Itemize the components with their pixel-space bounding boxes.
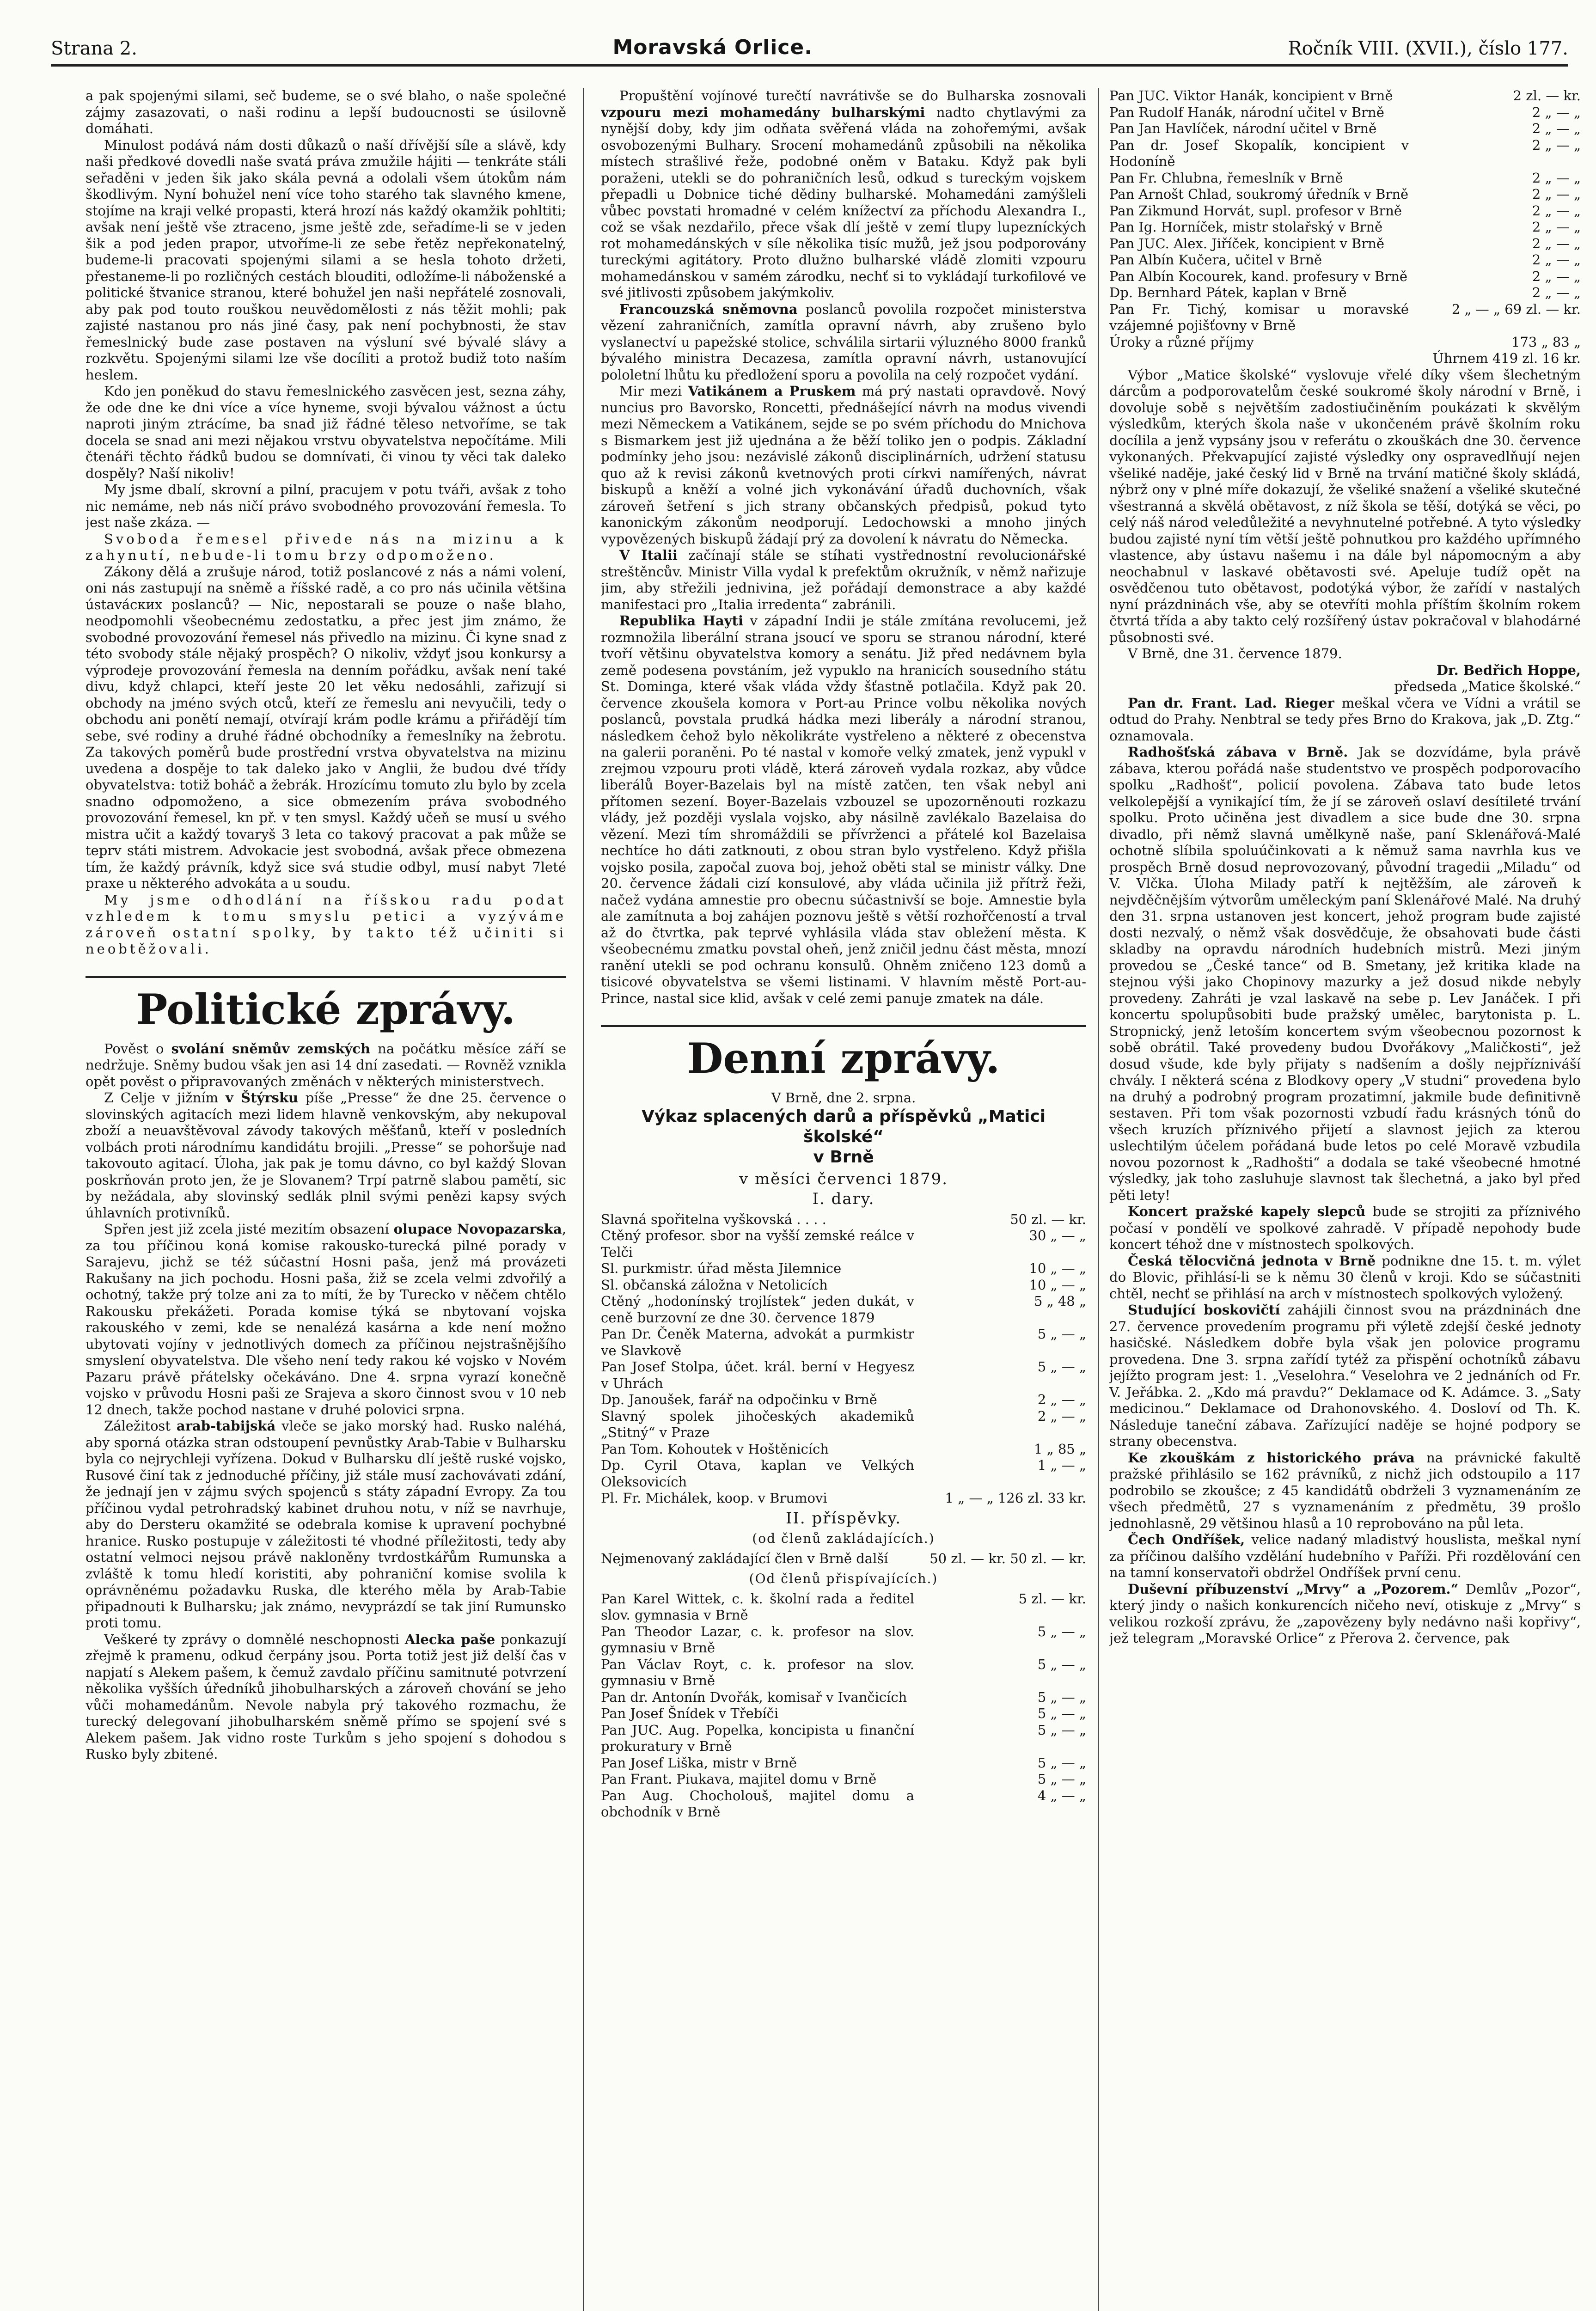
page-header xyxy=(51,8,1568,67)
donation-amount: 2 „ — „ xyxy=(1037,1408,1086,1424)
donation-amount: 30 „ — „ xyxy=(1029,1228,1086,1243)
donor-name: Pan Václav Royt, c. k. profesor na slov. gymnasiu v Brně xyxy=(601,1656,914,1688)
donor-name: Pan Tom. Kohoutek v Hoštěnicích xyxy=(601,1441,829,1457)
donation-row xyxy=(601,1689,1086,1706)
donation-amount: 5 „ — „ xyxy=(1037,1722,1086,1738)
donation-row xyxy=(601,1408,1086,1441)
donor-name: Pan Albín Kučera, učitel v Brně xyxy=(1109,252,1322,268)
contributing-members-list xyxy=(601,1591,1086,1821)
news-item: Duševní příbuzenství „Mrvy“ a „Pozorem.“ Demlův „Pozor“, který jindy o našich konkurencích ničeho neví, otiskuje z „Mrvy“ s velikou rozkoší zprávu, že „zapovězeny byly nedávno naši kopřivy“, jež telegram „Moravské Orlice“ z Přerova 2. července, pak xyxy=(1109,1581,1581,1646)
column-divider xyxy=(583,88,584,2311)
news-item: Z Celje v jižním v Štýrsku píše „Presse“ že dne 25. července o slovinských agitacích mezi lidem hlavně venkovským, aby nekupoval zboží a neuavštěvoval závody takových měšťanů, kteří v posledních volbách proti národnímu kandidátu brojili. „Presse“ se pohoršuje nad takovouto agitací. Úloha, jak pak je tomu dávno, co byl každý Slovan poskrňován proto jen, že je Slovanem? Trpí patrně slabou pamětí, sic by nežádala, aby slovinský sedlák plnil svými penězi kapsy svých úhlavních protivníků. xyxy=(86,1090,566,1221)
article-paragraph: Výbor „Matice školské“ vyslovuje vřelé díky všem šlechetným dárcům a podporovatelům české soukromé školy národní v Brně, i dovoluje sobě s největším zadostiučiněním poukázati k skvělým výsledkům, kterých škola naše v ukončeném právě školním roku docílila a jenž vypsány jsou v referátu o zkouškách dne 30. července vykonaných. Překvapující zajisté výsledky ony ospravedlňují nejen všeliké naděje, jaké český lid v Brně na trvání matičné školy skládá, nýbrž ony v plné míře dokazují, že všeliké snažení a všeliké skutečné všestranná a skvělá obětavost, z níž škola se těší, dotýká se věci, po celý náš národ veledůležité a nevyhnutelné potřebné. A tyto výsledky budou zajisté nyní tím větší ještě pohnutkou pro každého upřímného vlastence, aby ústavu našemu i na dále byl nápomocným a aby neochabnul v laskavé obětavosti své. Apeluje tudíž opět na osvědčenou tuto obětavost, podotýká výbor, že zařídí v nastalých nyní prázdninách vše, aby se otevříti mohla příštím školním rokem čtvrtá třída a aby takto celý rozšířený ústav pokračoval v blahodárné působnosti své. xyxy=(1109,367,1581,645)
news-item: V Italii začínají stále se stíhati vystřednostní revolucionářské streštěncův. Ministr Villa vydal k prefektům okružník, v němž nařizuje jim, aby střežili jednivina, jež pořádají demonstrace a aby každé manifestaci pro „Italia irredenta“ zabránili. xyxy=(601,547,1086,612)
donation-row xyxy=(601,1293,1086,1326)
donation-amount: 2 „ — „ xyxy=(1532,235,1581,251)
donor-name: Ctěný „hodonínský trojlístek“ jeden dukát, v ceně burzovní ze dne 30. července 1879 xyxy=(601,1293,914,1326)
article-paragraph: My jsme odhodlání na říšskou radu podat vzhledem k tomu smyslu petici a vyzýváme zároveň ostatní spolky, by takto též učiniti si neobtěžovali. xyxy=(86,892,566,957)
donation-amount: 2 „ — „ 69 zl. — kr. xyxy=(1451,301,1581,317)
news-item: Ke zkouškám z historického práva na právnické fakultě pražské přihlásilo se 162 právníků, z nichž jich odstoupilo a 117 podrobilo se zkoušce; z 45 kandidátů obdrželi 3 vyznamenáním ze všech předmětů, 27 s vyznamenáním z předmětu, 39 prošlo jednohlasně, 29 většinou hlasů a 10 reprobováno na půl leta. xyxy=(1109,1449,1581,1531)
donation-amount: 5 „ — „ xyxy=(1037,1689,1086,1705)
news-item: Koncert pražské kapely slepců bude se strojiti za příznivého počasí v pondělí ve spolkové zahradě. V případě nepohody bude koncert téhož dne v místnostech spolkových. xyxy=(1109,1204,1581,1252)
donor-name: Sl. purkmistr. úřad města Jilemnice xyxy=(601,1260,842,1276)
news-item: Republika Hayti v západní Indii je stále zmítána revolucemi, jež rozmnožila liberální strana jsoucí ve sporu se stranou národní, které tvoří většinu obyvatelstva komory a senátu. Již před nedávnem byla země podesena povstáním, jež vypuklo na hranicích sousedního státu St. Dominga, které však vláda vždy šťastně potlačila. Když pak 20. července zkoušela komora v Port-au Prince volbu několika nových poslanců, povstala prudká hádka mezi liberály a národní stranou, následkem čehož bylo několikráte vystřeleno a některé z obecenstva na galerii poraněni. Po té nastal v komoře velký zmatek, jenž vypukl v zrejmou vzpouru proti vládě, která zároveň vydala rozkaz, aby vůdce liberálů Boyer-Bazelais byl na místě zatčen, ten však nebyl ani přítomen sezení. Boyer-Bazelais vzbouzel se upozorněnouti rozkazu vlády, jež později vyslala vojsko, aby násilně zavlékalo Bazelaisa do vězení. Mezi tím shromáždili se přívrženci a přátelé kol Bazelaisa nechtíce ho dáti zatknouti, z obou stran bylo vystřeleno. Když přišla vojsko posila, započal zuova boj, jehož oběti stal se ministr války. Dne 20. července žádali cizí konsulové, aby vláda učinila již přítrž řeži, načež vydána amnestie pro obecnu súčastnivší se boje. Amnestie byla ale zamítnuta a boj zahájen poznovu ještě s větší rozhořčeností a trval až do čtvrtka, pak teprvé vyhlásila vláda stav obležení města. K všeobecnému zmatku povstal oheň, jenž zničil jednu část města, mnozí ranění utekli se pod ochranu konsulů. Ohněm zničeno 123 domů a tisicové obyvatelstva se všemi listinami. V hlavním městě Port-au-Prince, nastal sice klid, avšak v celé zemi panuje zmatek na dále. xyxy=(601,613,1086,1006)
donation-row xyxy=(1109,104,1581,121)
donation-row xyxy=(1109,219,1581,236)
donor-name: Pan Dr. Čeněk Materna, advokát a purmkistr ve Slavkově xyxy=(601,1326,914,1358)
news-item: Radhošťská zábava v Brně. Jak se dozvídáme, byla právě zábava, kterou pořádá naše studentstvo ve prospěch podporovacího spolku „Radhošť“, policií povolena. Zábava tato bude letos velkolepější a vynikající tím, že jí se zároveň oslaví desítileté trvání spolku. Proto učiněna jest divadlem a sice bude dne 30. srpna divadlo, při němž slavná umělkyně naše, paní Sklenářová-Malé ochotně slíbila spoluúčinkovati a k němuž sama navrhla kus ve prospěch Brně dosud neprovozovaný, původní tragedii „Miladu“ od V. Vlčka. Úloha Milady patří k nejtěžším, ale zároveň k nejvděčnějším výtvorům uměleckým paní Sklenářové Malé. Na druhý den 31. srpna ustanoven jest koncert, jehož program bude zajisté dosti nezvalý, o němž však dosvědčuje, že obsahovati bude části skladby na opravdu národních hudebních mistrů. Mezi jiným provedou se „České tance“ od B. Smetany, jež kritika klade na stejnou výši jako Chopinovy mazurky a jež dosud nikde nebyly provedeny. Zahráti je vzal laskavě na sebe p. Lev Janáček. I při koncertu spolupůsobiti bude pražský umělec, barytonista p. L. Stropnický, jenž letoším koncertem svým všeobecnou pozornost k sobě obrátil. Také provedeny budou Dvořákovy „Maličkosti“, jež dosud všude, kde byly přijaty s nadšením a došly nejpřízniváší chvály. I některá scéna z Blodkovy opery „V studni“ provedena bylo na druhý a podrobný program prozatimní, jakmile bude definitivně sestaven. Při tom však pozornosti vzbudí řadu krásných tónů do všech kruzích příznivého přijetí a slavnost jejich za kterou uslechtilým účelem pořádaná bude letos po celé Moravě vzbudila novou pozornost k „Radhošti“ a dodala se také všeobecné hmotné výsledky, jak toho zasluhuje slavnost tak šlechetná, a jako byl před pěti lety! xyxy=(1109,744,1581,1203)
donation-row xyxy=(601,1722,1086,1755)
news-item: Čech Ondříšek, velice nadaný mladistvý houslista, meškal nyní za příčinou dalšího vzdělání hudebního v Paříži. Při rozdělování cen na tamní konservatoři obdržel Ondříšek první cenu. xyxy=(1109,1532,1581,1580)
donation-row xyxy=(1109,186,1581,203)
donation-row xyxy=(601,1457,1086,1490)
donation-row xyxy=(601,1788,1086,1821)
issue-info: Ročník VIII. (XVII.), číslo 177. xyxy=(1288,38,1568,59)
dateline: V Brně, dne 2. srpna. xyxy=(771,1090,916,1106)
donor-name: Pan Karel Wittek, c. k. školní rada a ředitel slov. gymnasia v Brně xyxy=(601,1590,914,1623)
news-item: Spřen jest již zcela jisté mezitím obsazení olupace Novopazarska, za tou příčinou koná komise rakousko-turecká pilné porady v Sarajevu, jichž se též súčastní Hosni paša, jenž má provázeti Rakušany na jich pochodu. Hosni paša, žiž se zcela velmi zdvořilý a ochotný, takže prý tolze ani za to míti, že by Turecko v něčem chtělo Rakousku překážeti. Porada komise týká se nbytovaní vojska rakouského v zemi, kde se nenalézá kasárna a kde není možno ubytovati vojíny v jednotlivých domech za příčinou nejstrašnějšího smyslení obyvatelstva. Dle všeho není tedy rakou ké vojsko v Novém Pazaru právě přátelsky očekáváno. Dne 4. srpna vyrazí konečně vojsko v průvodu Hosni paši ze Srajeva a skoro činnost svou v 10 neb 12 dnech, takže pochod nastane v druhé polovici srpna. xyxy=(86,1221,566,1418)
donation-amount: 1 „ 85 „ xyxy=(1033,1441,1086,1457)
news-item: Veškeré ty zprávy o domnělé neschopnosti Alecka paše ponkazují zřejmě k pramenu, odkud čerpány jsou. Porta totiž jest již delší čas v napjatí s Alekem pašem, k čemuž zavdalo příčinu samitnuté potvrzení několika vyšších úředníků jihobulharských a zároveň chování se jeho vůči mohamedánům. Nevole nabyla prý takového rozmachu, že turecký delegovaní jihobulharském sněmě přímo se spojení své s Alekem pašem. Jak vidno roste Turkům s jeho spojení s dohodou s Rusko byly zbitené. xyxy=(86,1631,566,1762)
donation-report-period: v měsíci červenci 1879. xyxy=(739,1169,948,1188)
donation-row xyxy=(601,1490,1086,1507)
donor-name: Pan Josef Liška, mistr v Brně xyxy=(601,1755,797,1771)
donation-amount: 2 „ — „ xyxy=(1532,252,1581,268)
donation-amount: 5 „ — „ xyxy=(1037,1771,1086,1787)
donor-name: Pan Zikmund Horvát, supl. profesor v Brně xyxy=(1109,202,1402,219)
donation-row xyxy=(1109,269,1581,285)
news-item: Česká tělocvičná jednota v Brně podnikne dne 15. t. m. výlet do Blovic, přihlásí-li se k němu 30 členů v kroji. Kdo se súčastniti chtěl, nechť se přihlásí na arch v místnostech spolkových vyložený. xyxy=(1109,1253,1581,1302)
donation-row xyxy=(1109,203,1581,220)
donation-row xyxy=(601,1359,1086,1392)
article-paragraph: Zákony dělá a zrušuje národ, totiž poslancové z nás a námi volení, oni nás zastupují na sněmě a říšské radě, a co pro nás učinila většina ústavácких poslanců? — Nic, nepostarali se pouze o naše blaho, neodpomohli všeobecnému zedostatku, a přec jest jim známo, že svobodné provozování řemesel nás přivedlo na mizinu. Či kyne snad z této svobody stále nějaký prospěch? O nikoliv, vždyť jsou konkursy a výprodeje provozování řemesla na denním pořádku, avšak není také divu, když chlapci, kteří jeste 20 let věku nedosáhli, zařizují si obchody na jméno svých otců, kteří ze řemeslu ani nevyučili, tedy o obchodu ani ponětí nemají, otvírají krám podle krámu a přiřádějí tím sebe, své rodiny a druhé řádné obchodníky a řemeslníky na žebrotu. Za takových poměrů bude prostřední vrstva obyvatelstva na mizinu uvedena a dospěje to tak daleko jako v Anglii, že budou dvé třídy obyvatelstva: totiž boháč a žebrák. Hrozícímu tomuto zlu bylo by zcela snadno odpomoženo, a sice obmezením práva svobodného provozování řemesel, kn př. v ten smysl. Každý učeň se musí u svého mistra učit a každý tovaryš 3 leta co takový pracovat a pak může se teprv státi mistrem. Advokacie jest svobodná, avšak přece obmezena tím, že každý právník, když sice svá studie odbyl, musí nabyt 7leté praxe u některého advokáta a u soudu. xyxy=(86,563,566,891)
signature-name: Dr. Bedřich Hoppe, xyxy=(1436,662,1581,678)
section-heading-denni-zpravy: Denní zprávy. xyxy=(601,1025,1086,1082)
donation-amount: 1 „ — „ 126 zl. 33 kr. xyxy=(945,1490,1086,1506)
newspaper-title: Moravská Orlice. xyxy=(612,36,813,59)
total-row: Úhrnem 419 zl. 16 kr. xyxy=(1432,350,1581,366)
donation-row xyxy=(601,1657,1086,1689)
donation-row xyxy=(1109,88,1581,104)
donor-name: Slavný spolek jihočeských akademiků „Stitný“ v Praze xyxy=(601,1408,914,1440)
news-item: Propuštění vojínové turečtí navrátivše se do Bulharska zosnovali vzpouru mezi mohamedány bulharskými nadto chytlavými za nynější doby, kdy jim odňata svěřená vláda na zohořemými, avšak osvobozenými Bulhary. Srocení mohamedánů způsobili na několika místech strašlivé řeže, podobné oněm v Bataku. Když pak byli poraženi, utekli se do pohraničních lesů, odkud s tureckým vojskem přepadli u Dobnice tiché dědiny bulharské. Mohamedáni zamýšleli vůbec povstati hromadné v celém knížectví za příchodu Alexandra I., což se však nezdařilo, přece však dlí ještě v zemí tlupy lupezníckých rot mohamedánských v síle několika tisíc mužů, jež jsou podporovány tureckými agitátory. Proto dlužno bulharské vládě zlomiti vzpouru mohamedánskou v samém zárodku, nechť si to vykládají turkofilové ve své jitlivosti způsobem jakýmkoliv. xyxy=(601,88,1086,300)
donation-amount: 50 zl. — kr. 50 zl. — kr. xyxy=(929,1550,1086,1566)
donor-name: Dp. Cyril Otava, kaplan ve Velkých Oleksovicích xyxy=(601,1457,914,1490)
news-item: Francouzská sněmovna poslanců povolila rozpočet ministerstva vězení zahraničních, zamítla opravní návrh, aby zrušeno bylo vyslanectví u papežské stolice, schválila sirtarii výluzného 8000 franků bývalého ministra Decazesa, zamítla opravní návrh, ustanovující pololetní lhůtu ku předložení sporu a povolila na celý rozpočet vydání. xyxy=(601,301,1086,383)
donation-row xyxy=(1109,334,1581,351)
donor-name: Pan Josef Šnídek v Třebíči xyxy=(601,1706,779,1721)
donation-row xyxy=(601,1211,1086,1228)
donation-amount: 2 „ — „ xyxy=(1532,202,1581,219)
section-heading-politicke-zpravy: Politické zprávy. xyxy=(86,976,566,1033)
news-item: Pan dr. Frant. Lad. Rieger meškal včera ve Vídni a vrátil se odtud do Prahy. Nenbtral se tedy přes Brno do Krakova, jak „D. Ztg.“ oznamovala. xyxy=(1109,695,1581,744)
news-item: Studující boskovičtí zahájili činnost svou na prázdninách dne 27. července provedením programu při výletě zdejší české jednoty hasičské. Následkem dobře byla však jen polovice programu provedena. Dne 3. srpna zařídí tytéž za přispění ochotníků zábavu jejížto program jest: 1. „Veselohra.“ Veselohra ve 2 jednáních od Fr. V. Jeřábka. 2. „Kdo má pravdu?“ Deklamace od K. Adámce. 3. „Saty medicinou.“ Deklamace od Drahonovského. 4. Dosloví od Th. K. Následuje taneční zábava. Zařízující naděje se hojné podpory se strany obecenstva. xyxy=(1109,1302,1581,1449)
donation-amount: 5 „ — „ xyxy=(1037,1706,1086,1721)
donor-name: Úroky a různé příjmy xyxy=(1109,334,1254,350)
page-number: Strana 2. xyxy=(51,38,137,59)
donor-name: Nejmenovaný zakládající člen v Brně další xyxy=(601,1550,888,1566)
donation-amount: 2 „ — „ xyxy=(1532,268,1581,284)
donation-amount: 2 „ — „ xyxy=(1532,104,1581,120)
column-3 xyxy=(1109,88,1581,2311)
article-paragraph: My jsme dbalí, skrovní a pilní, pracujem v potu tváři, avšak z toho nic nemáme, neb nás ničí právo svobodného provozování řemesla. To jest naše zkáza. — xyxy=(86,482,566,530)
donation-row xyxy=(601,1277,1086,1294)
donations-list xyxy=(601,1211,1086,1507)
donation-amount: 5 zl. — kr. xyxy=(1018,1590,1086,1607)
donation-row xyxy=(601,1591,1086,1624)
donation-report-title: Výkaz splacených darů a příspěvků „Matici školské“ xyxy=(641,1107,1046,1146)
donation-amount: 5 „ — „ xyxy=(1037,1359,1086,1375)
donation-amount: 173 „ 83 „ xyxy=(1511,334,1581,350)
donor-name: Pan JUC. Alex. Jiříček, koncipient v Brně xyxy=(1109,235,1385,251)
dateline: V Brně, dne 31. července 1879. xyxy=(1128,646,1342,661)
donation-amount: 2 zl. — kr. xyxy=(1513,88,1581,104)
donation-amount: 2 „ — „ xyxy=(1037,1392,1086,1407)
donor-name: Pan Josef Stolpa, účet. král. berní v Hegyesz v Uhrách xyxy=(601,1359,914,1391)
donation-row xyxy=(1109,252,1581,269)
donor-name: Pan JUC. Aug. Popelka, koncipista u finanční prokuratury v Brně xyxy=(601,1722,914,1754)
news-item: Pověst o svolání sněmův zemských na počátku měsíce září se nedržuje. Sněmy budou však jen asi 14 dní zasedati. — Rovněž vznikla opět pověst o připravovaných změnách v některých ministerstvech. xyxy=(86,1040,566,1089)
donation-row xyxy=(601,1755,1086,1772)
donor-name: Pan Aug. Chocholouš, majitel domu a obchodník v Brně xyxy=(601,1787,914,1820)
donation-amount: 2 „ — „ xyxy=(1532,186,1581,202)
donation-amount: 2 „ — „ xyxy=(1532,137,1581,153)
donor-name: Pan Rudolf Hanák, národní učitel v Brně xyxy=(1109,104,1384,120)
donation-amount: 5 „ — „ xyxy=(1037,1326,1086,1342)
donation-row xyxy=(601,1551,1086,1567)
donor-name: Pan Fr. Tichý, komisar u moravské vzájemné pojišťovny v Brně xyxy=(1109,301,1409,333)
donation-amount: 5 „ — „ xyxy=(1037,1656,1086,1672)
donation-row xyxy=(1109,137,1581,170)
donation-row xyxy=(1109,170,1581,187)
donation-amount: 2 „ — „ xyxy=(1532,170,1581,186)
donation-row xyxy=(601,1706,1086,1722)
donor-name: Pan Ig. Horníček, mistr stolařský v Brně xyxy=(1109,219,1383,235)
donation-amount: 50 zl. — kr. xyxy=(1010,1211,1086,1227)
donation-row xyxy=(1109,236,1581,252)
donor-name: Pan Frant. Piukava, majitel domu v Brně xyxy=(601,1771,877,1787)
column-1 xyxy=(86,88,566,2311)
donation-amount: 5 „ 48 „ xyxy=(1033,1293,1086,1309)
founding-members-list xyxy=(601,1551,1086,1567)
donation-row xyxy=(601,1260,1086,1277)
donation-row xyxy=(601,1392,1086,1408)
article-paragraph: Kdo jen poněkud do stavu řemeslnického zasvěcen jest, seznа záhy, že ode dne ke dni více a více hyneme, svoji bývalou vážnost a úctu naproti jiným ztrácíme, ba snad již řádné těleso netvoříme, se tak docela se snad ani mezi nějakou vrstvu obyvatelstva nepočítáme. Mili čtenáři těchto řádků budou se domnívati, či vinou ty věci tak daleko dospěly? Naší nikoliv! xyxy=(86,383,566,481)
donation-amount: 5 „ — „ xyxy=(1037,1755,1086,1771)
donor-name: Pl. Fr. Michálek, koop. v Brumovi xyxy=(601,1490,827,1506)
donation-amount: 1 „ — „ xyxy=(1037,1457,1086,1473)
donation-amount: 4 „ — „ xyxy=(1037,1787,1086,1804)
donation-row xyxy=(601,1771,1086,1788)
donation-report-city: v Brně xyxy=(813,1147,874,1167)
column-divider xyxy=(1098,88,1099,2311)
donation-row xyxy=(601,1624,1086,1657)
news-item: Záležitost arab-tabijská vleče se jako morský had. Rusko naléhá, aby sporná otázka stran odstoupení pevnůstky Arab-Tabie v Bulharsku byla co nejrychleji vyřízena. Dokud v Bulharsku dlí ještě ruské vojsko, Rusové činí tak z jednoduché příčiny, již stále musí zachovávati zdání, že jednají jen v zájmu svých spojenců s státy západní Evropy. Za tou příčinou vydal petrohradský kabinet druhou notu, v níž se navrhuje, aby do Dersteru okamžité se odebrala komise k upravení pochybné hranice. Rusko postupuje v záležitosti té vhodné příležitosti, tedy aby ostatní velmoci nejsou právě nakloněny tvrdostkářům Rumunska a zvláště k tomu hledí koristiti, aby pohraniční komise svolila k oprávněnému požadavku Ruska, dle kterého měla by Arab-Tabie připadnouti k Bulharsku; jak známo, nevyprázdí se tak jiní Rumunsko proti tomu. xyxy=(86,1418,566,1631)
donation-amount: 10 „ — „ xyxy=(1029,1260,1086,1276)
donor-name: Pan Albín Kocourek, kand. profesury v Brně xyxy=(1109,268,1408,284)
donation-amount: 2 „ — „ xyxy=(1532,121,1581,136)
donor-name: Pan Fr. Chlubna, řemeslník v Brně xyxy=(1109,170,1343,186)
donation-amount: 5 „ — „ xyxy=(1037,1623,1086,1639)
donor-name: Ctěný profesor. sbor na vyšší zemské reálce v Telči xyxy=(601,1228,914,1260)
contributing-members-heading: (Od členů přispívajících.) xyxy=(749,1571,938,1586)
donor-name: Pan Jan Havlíček, národní učitel v Brně xyxy=(1109,121,1377,136)
donor-name: Sl. občanská záložna v Netolicích xyxy=(601,1277,828,1293)
donation-row xyxy=(601,1441,1086,1458)
article-paragraph: Minulost podává nám dosti důkazů o naší dřívější síle a slávě, kdy naši předkové dovedli naše svatá práva zmužile hájiti — tenkráte stáli seřaděni v jeden šik jako skála pevná a odolali všem útokům nám škodlivým. Nyní bohužel není více toho starého tak slavného kmene, stojíme na kraji velké propasti, která hrozí nás každý okamžik pohltiti; avšak není ještě vše ztraceno, jsme ještě zde, seřadíme-li se v jeden šik a pod jeden prapor, utvoříme-li ze sebe řetěz nepřekonatelný, budeme-li pracovati spojenými silami a se heslа tohoto držeti, přestaneme-li po rozličných cestách blouditi, odložíme-li náboženské a politické štvanice stranou, které bohužel jen naši nepřátelé zosnovali, aby pak pod touto rouškou neuvědomělosti z nás těžit mohli; pak zajisté nastanou pro nás jiné časy, pak není pochybnosti, že stav řemeslnický bude zase postaven na výsluní své bývalé slávy a rozkvětu. Spojenými silami lze vše docíliti a protož budiž toto naším heslem. xyxy=(86,137,566,383)
donation-amount: 10 „ — „ xyxy=(1029,1277,1086,1293)
donor-name: Dp. Janoušek, farář na odpočinku v Brně xyxy=(601,1392,877,1407)
donor-name: Pan dr. Josef Skopalík, koncipient v Hodoníně xyxy=(1109,137,1409,169)
founding-members-heading: (od členů zakládajících.) xyxy=(752,1531,935,1546)
signature-role: předseda „Matice školské.“ xyxy=(1394,679,1581,694)
donation-row xyxy=(601,1228,1086,1260)
article-paragraph: a pak spojenými silami, seč budeme, se o své blaho, o naše společné zájmy zasazovati, o naši rodinu a lepší budoucnosti se úsilovně domáhati. xyxy=(86,88,566,136)
contributions-heading: II. příspěvky. xyxy=(785,1509,901,1528)
column-2 xyxy=(601,88,1086,2311)
donor-name: Slavná spořitelna vyškovská . . . . xyxy=(601,1211,826,1227)
donation-row xyxy=(601,1326,1086,1359)
news-item: Mir mezi Vatikánem a Pruskem má prý nastati opravdově. Nový nuncius pro Bavorsko, Roncetti, přednášející návrh na modus vivendi mezi Německem a Vatikánem, sejde se po svém příchodu do Mnichova s Bismarkem jest již ujednána a že běží toliko jen o podpis. Základní podmínky jeho jsou: nezávislé zákonů disciplinárních, udržení statusu quo až k revisi zákonů kvetnových proti církvi namířených, návrat biskupů a kněží a volné jich vykonávání úřadů duchovních, však zároveň šetření s jich strany občanských předpisů, pokud tyto kanonickým zákonům neodporují. Ledochowski a mnoho jiných vypovězených biskupů žádají prý za dovolení k návratu do Německa. xyxy=(601,383,1086,547)
donor-name: Pan JUC. Viktor Hanák, koncipient v Brně xyxy=(1109,88,1393,104)
article-paragraph: Svoboda řemesel přivede nás na mizinu a k zahynutí, nebude-li tomu brzy odpomoženo. xyxy=(86,531,566,563)
donor-name: Pan Arnošt Chlad, soukromý úředník v Brně xyxy=(1109,186,1409,202)
contributing-members-list-cont xyxy=(1109,88,1581,350)
donation-row xyxy=(1109,121,1581,137)
donation-amount: 2 „ — „ xyxy=(1532,285,1581,300)
donation-row xyxy=(1109,285,1581,301)
donations-heading: I. dary. xyxy=(812,1190,875,1208)
donor-name: Dp. Bernhard Pátek, kaplan v Brně xyxy=(1109,285,1347,300)
donor-name: Pan Theodor Lazar, c. k. profesor na slov. gymnasiu v Brně xyxy=(601,1623,914,1656)
donor-name: Pan dr. Antonín Dvořák, komisař v Ivančicích xyxy=(601,1689,907,1705)
donation-row xyxy=(1109,301,1581,334)
donation-amount: 2 „ — „ xyxy=(1532,219,1581,235)
